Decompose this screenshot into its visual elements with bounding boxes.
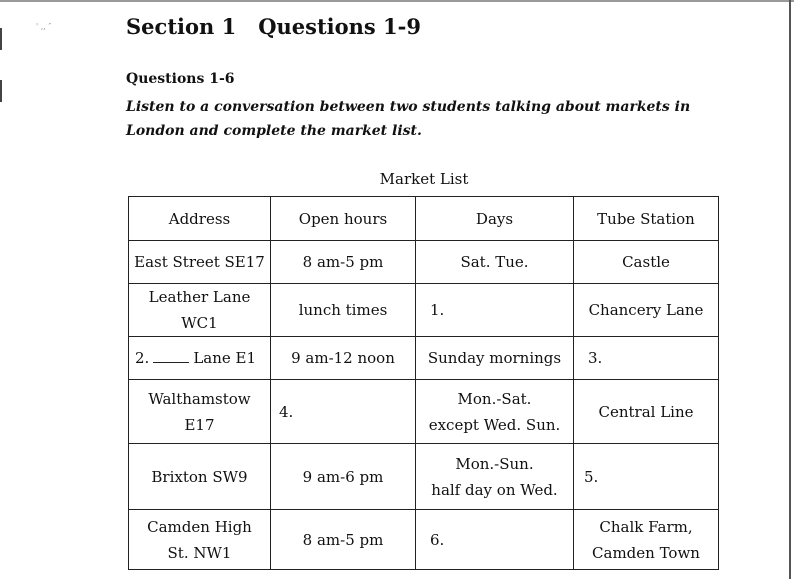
cell-days: [416, 444, 574, 510]
cell-hours: 8 am-5 pm: [271, 510, 416, 570]
cell-tube: Castle: [574, 241, 719, 284]
cell-address: [129, 510, 271, 570]
answer-number: 2.: [135, 349, 150, 367]
cell-tube-answer-5: 5.: [574, 444, 719, 510]
column-header-address: Address: [129, 197, 271, 241]
cell-hours-answer-4: 4.: [271, 380, 416, 444]
cell-tube: Chancery Lane: [574, 284, 719, 337]
address-suffix: Lane E1: [193, 349, 257, 367]
cell-tube-answer-3: 3.: [574, 337, 719, 380]
cell-address: East Street SE17: [129, 241, 271, 284]
section-title: [126, 14, 421, 39]
column-header-open-hours: Open hours: [271, 197, 416, 241]
cell-days: [416, 380, 574, 444]
margin-scribble: ' ,, ″: [36, 22, 52, 31]
instruction-text: Listen to a conversation between two students talking about markets in London and complete the market list.: [126, 99, 691, 139]
tube-line-2: Camden Town: [592, 543, 700, 562]
column-header-tube-station: Tube Station: [574, 197, 719, 241]
scan-left-mark: [0, 80, 2, 102]
tube-line-1: Chalk Farm,: [599, 517, 693, 536]
column-header-days: Days: [416, 197, 574, 241]
cell-address: Leather Lane WC1: [129, 284, 271, 337]
cell-hours: lunch times: [271, 284, 416, 337]
scan-left-mark: [0, 28, 2, 50]
cell-hours: 9 am-12 noon: [271, 337, 416, 380]
table-row: [129, 444, 719, 510]
table-row: [129, 241, 719, 284]
cell-tube: [574, 510, 719, 570]
table-header-row: [129, 197, 719, 241]
table-row: [129, 284, 719, 337]
days-line-1: Mon.-Sun.: [455, 454, 534, 473]
cell-address: Walthamstow E17: [129, 380, 271, 444]
table-row: [129, 337, 719, 380]
days-line-2: half day on Wed.: [431, 480, 558, 499]
table-row: [129, 380, 719, 444]
table-row: [129, 510, 719, 570]
cell-days: Sat. Tue.: [416, 241, 574, 284]
scan-top-border: [0, 0, 794, 2]
cell-address: Brixton SW9: [129, 444, 271, 510]
days-line-2: except Wed. Sun.: [428, 415, 561, 434]
questions-subheading: Questions 1-6: [126, 71, 235, 87]
cell-days-answer-1: 1.: [416, 284, 574, 337]
market-list-table: [128, 196, 719, 570]
cell-days: Sunday mornings: [416, 337, 574, 380]
scan-right-border: [789, 0, 791, 579]
cell-tube: Central Line: [574, 380, 719, 444]
questions-range: Questions 1-9: [258, 14, 421, 39]
section-label: Section 1: [126, 14, 237, 39]
cell-hours: 8 am-5 pm: [271, 241, 416, 284]
table-caption: Market List: [379, 170, 469, 188]
address-line-2: St. NW1: [167, 543, 232, 562]
cell-address-answer-2: [129, 337, 271, 380]
days-line-1: Mon.-Sat.: [457, 389, 532, 408]
answer-blank-line: [153, 348, 189, 363]
cell-hours: 9 am-6 pm: [271, 444, 416, 510]
cell-days-answer-6: 6.: [416, 510, 574, 570]
address-line-1: Camden High: [147, 517, 252, 536]
